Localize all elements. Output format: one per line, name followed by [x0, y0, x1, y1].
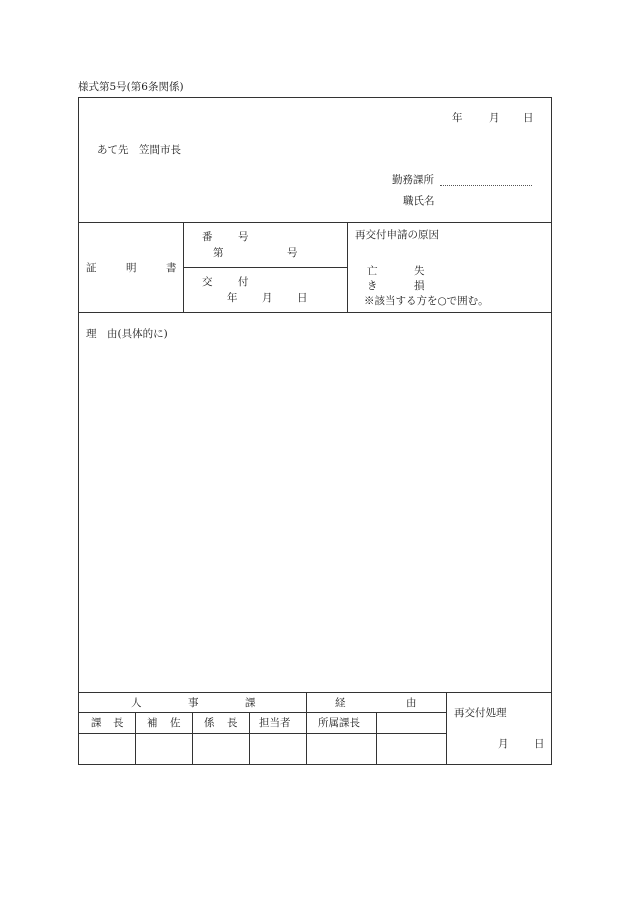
approval-row-line-1 — [78, 712, 446, 713]
approval-col-2 — [192, 712, 193, 765]
name-label: 職氏名 — [403, 195, 435, 207]
stamp-cell-kakaricho[interactable] — [194, 735, 248, 763]
col-kacho-2: 長 — [113, 717, 124, 729]
col-kacho-1: 課 — [91, 717, 102, 729]
col-tantosha: 担当者 — [259, 717, 291, 729]
jinji-3: 課 — [245, 697, 256, 709]
date-day[interactable]: 日 — [523, 112, 534, 124]
approval-row-line-2 — [78, 733, 446, 734]
keiyu-2: 由 — [406, 697, 417, 709]
number-go: 号 — [287, 247, 298, 259]
option-damaged-2[interactable]: 損 — [414, 280, 425, 292]
issue-label-1: 交 — [202, 276, 213, 288]
number-field[interactable] — [226, 245, 284, 259]
cert-vline-2 — [347, 222, 348, 312]
issue-year[interactable]: 年 — [227, 292, 238, 304]
stamp-cell-keiyu[interactable] — [378, 735, 445, 763]
divider-certificate — [78, 312, 552, 313]
reason-textarea[interactable] — [80, 345, 550, 690]
number-label-1: 番 — [202, 231, 213, 243]
col-kakaricho-2: 長 — [227, 717, 238, 729]
issue-day[interactable]: 日 — [297, 292, 308, 304]
issue-month[interactable]: 月 — [262, 292, 273, 304]
workplace-label: 勤務課所 — [392, 174, 434, 186]
approval-col-4 — [306, 692, 307, 765]
option-damaged-1[interactable]: き — [367, 280, 378, 292]
issue-label-2: 付 — [238, 276, 249, 288]
stamp-cell-hosa[interactable] — [137, 735, 191, 763]
keiyu-1: 経 — [335, 697, 346, 709]
number-dai: 第 — [213, 247, 224, 259]
divider-reason — [78, 692, 552, 693]
cert-label-2: 明 — [126, 262, 137, 274]
stamp-cell-tantosha[interactable] — [251, 735, 305, 763]
col-shozoku-kacho: 所属課長 — [318, 717, 360, 729]
approval-col-1 — [135, 712, 136, 765]
col-kakaricho-1: 係 — [204, 717, 215, 729]
reason-label: 理 由(具体的に) — [86, 328, 168, 340]
reissue-label: 再交付処理 — [454, 707, 507, 719]
divider-header — [78, 222, 552, 223]
reissue-month[interactable]: 月 — [498, 738, 509, 750]
approval-col-5 — [376, 712, 377, 765]
form-number-label: 様式第5号(第6条関係) — [78, 81, 184, 93]
reason-note: ※該当する方を○で囲む。 — [364, 295, 489, 307]
option-lost-1[interactable]: 亡 — [367, 265, 378, 277]
jinji-2: 事 — [188, 697, 199, 709]
option-lost-2[interactable]: 失 — [414, 265, 425, 277]
jinji-1: 人 — [131, 697, 142, 709]
number-label-2: 号 — [238, 231, 249, 243]
reason-title: 再交付申請の原因 — [355, 229, 439, 241]
cert-mid-line — [183, 267, 347, 268]
date-month[interactable]: 月 — [489, 112, 500, 124]
col-hosa-1: 補 — [147, 717, 158, 729]
workplace-field[interactable] — [440, 185, 532, 186]
reissue-day[interactable]: 日 — [534, 738, 545, 750]
stamp-cell-shozoku-kacho[interactable] — [308, 735, 375, 763]
col-hosa-2: 佐 — [170, 717, 181, 729]
cert-label-1: 証 — [86, 262, 97, 274]
approval-col-6 — [446, 692, 447, 765]
approval-col-3 — [249, 712, 250, 765]
date-year[interactable]: 年 — [452, 112, 463, 124]
stamp-cell-kacho[interactable] — [80, 735, 134, 763]
addressee: あて先 笠間市長 — [97, 144, 181, 156]
cert-label-3: 書 — [166, 262, 177, 274]
